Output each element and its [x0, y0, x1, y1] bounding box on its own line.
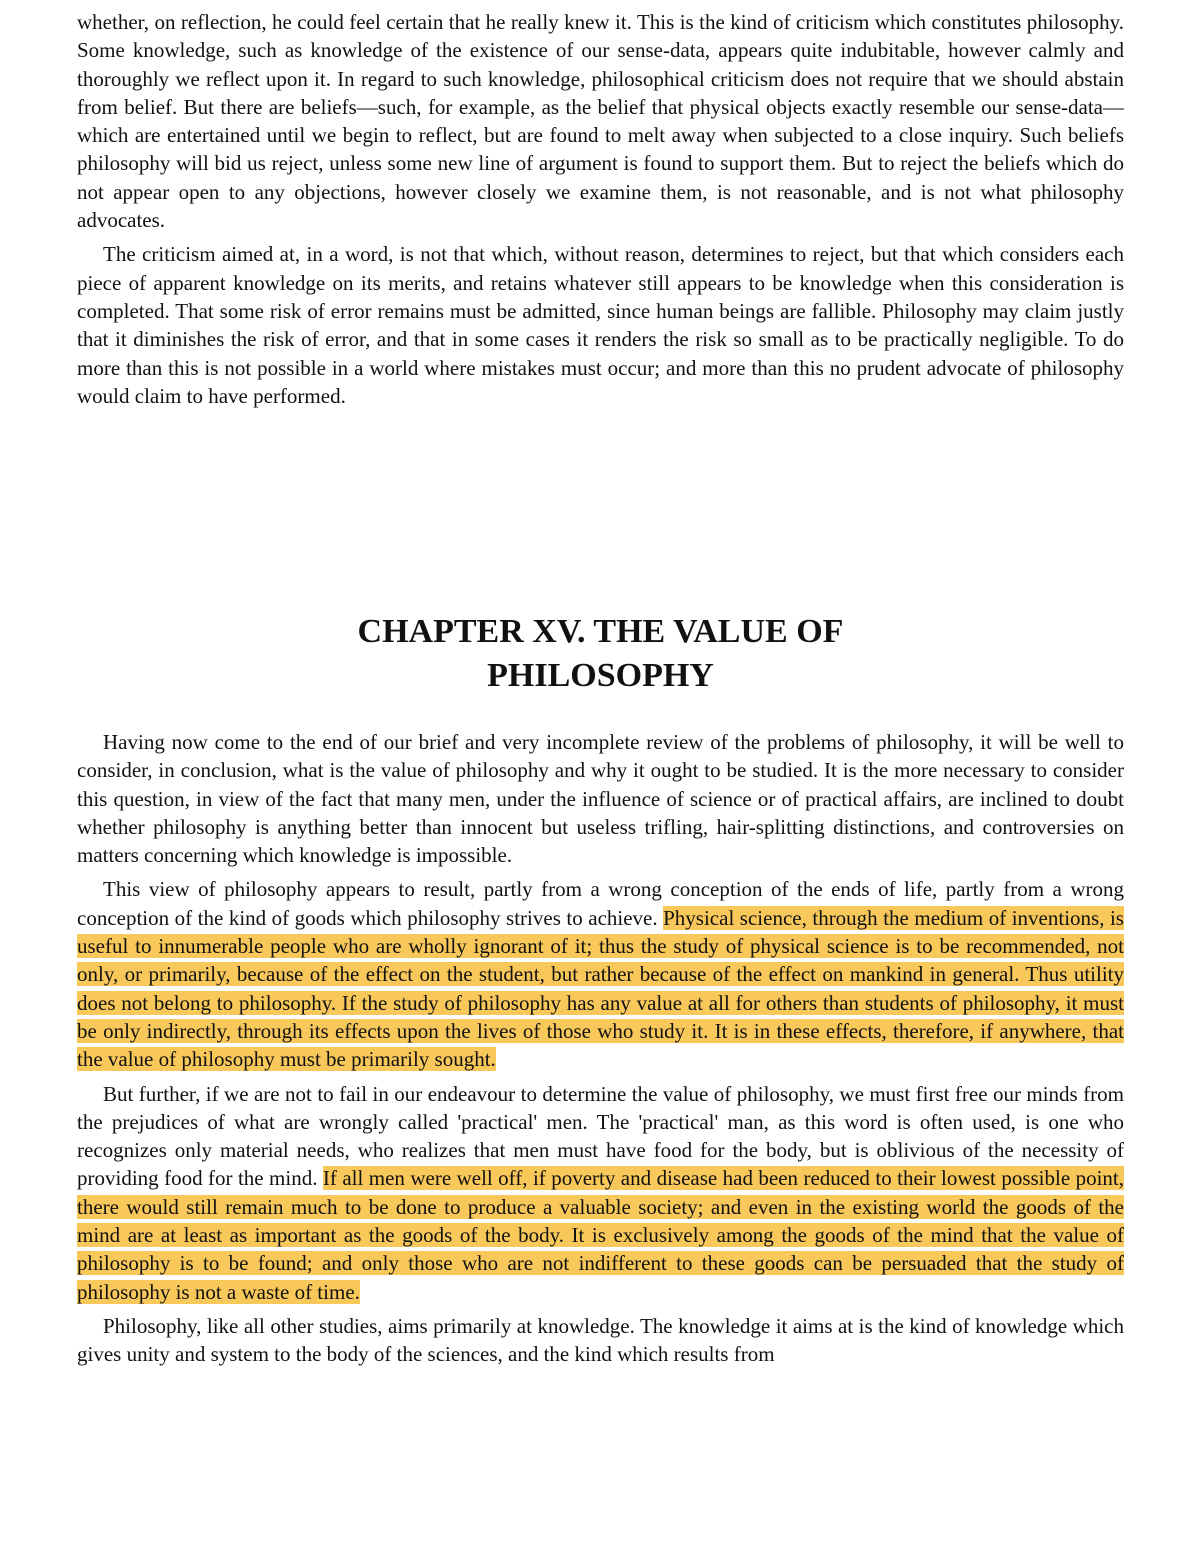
chapter-title-line-1: CHAPTER XV. THE VALUE OF [357, 613, 844, 650]
document-page [77, 8, 1125, 1367]
highlighted-passage-goods-of-mind[interactable]: If all men were well off, if poverty and disease had been reduced to their lowest possible point, there would still remain much to be done to produce a valuable society; and even in the existing world the goods of the mind are at least as important as the goods of the body. It is exclusively among the goods of the mind that the value of philosophy is to be found; and only those who are not indifferent to these goods can be persuaded that the study of philosophy is not a waste of time. [77, 1166, 1125, 1304]
paragraph-criticism-aimed: The criticism aimed at, in a word, is not that which, without reason, determines to reject, but that which considers each piece of apparent knowledge on its merits, and retains whatever still appears to be knowledge when this consideration is completed. That some risk of error remains must be admitted, since human beings are fallible. Philosophy may claim justly that it diminishes the risk of error, and that in some cases it renders the risk so small as to be practically negligible. To do more than this is not possible in a world where mistakes must occur; and more than this no prudent advocate of philosophy would claim to have performed. [77, 242, 1124, 408]
paragraph-aims-at-knowledge: Philosophy, like all other studies, aims primarily at knowledge. The knowledge it aims at is the kind of knowledge which gives unity and system to the body of the sciences, and the kind which results from [77, 1313, 1124, 1367]
paragraph-text: But further, if we are not to fail in our endeavour to determine the value of philosophy, we must first free our minds from the prejudices of what are wrongly called 'practical' men. The 'practical' man, as this word is often used, is one who recognizes only material needs, who realizes that men must have food for the body, but is oblivious of the necessity of providing food for the mind. [77, 1081, 1124, 1191]
paragraph-view-of-philosophy [77, 875, 1124, 1073]
highlighted-passage-physical-science[interactable]: Physical science, through the medium of inventions, is useful to innumerable people who are wholly ignorant of it; thus the study of physical science is to be recommended, not only, or primarily, because of the effect on the student, but rather because of the effect on mankind in general. Thus utility does not belong to philosophy. If the study of philosophy has any value at all for others than students of philosophy, it must be only indirectly, through its effects upon the lives of those who study it. It is in these effects, therefore, if anywhere, that the value of philosophy must be primarily sought. [77, 905, 1124, 1072]
chapter-body [77, 728, 1124, 1369]
paragraph-criticism-continued: whether, on reflection, he could feel certain that he really knew it. This is the kind of criticism which constitutes philosophy. Some knowledge, such as knowledge of the existence of our sense-data, appears quite indubitable, however calmly and thoroughly we reflect upon it. In regard to such knowledge, philosophical criticism does not require that we should abstain from belief. But there are beliefs—such, for example, as the belief that physical objects exactly resemble our sense-data—which are entertained until we begin to reflect, but are found to melt away when subjected to a close inquiry. Such beliefs philosophy will bid us reject, unless some new line of argument is found to support them. But to reject the beliefs which do not appear open to any objections, however closely we examine them, is not reasonable, and is not what philosophy advocates. [77, 10, 1124, 233]
chapter-title-line-2: PHILOSOPHY [487, 657, 714, 694]
chapter-title [77, 610, 1124, 698]
paragraph-practical-men [77, 1080, 1124, 1306]
paragraph-introduction: Having now come to the end of our brief and very incomplete review of the problems of philosophy, it will be well to consider, in conclusion, what is the value of philosophy and why it ought to be studied. It is the more necessary to consider this question, in view of the fact that many men, under the influence of science or of practical affairs, are inclined to doubt whether philosophy is anything better than innocent but useless trifling, hair-splitting distinctions, and controversies on matters concerning which knowledge is impossible. [77, 730, 1124, 868]
paragraph-text: This view of philosophy appears to result, partly from a wrong conception of the ends of life, partly from a wrong conception of the kind of goods which philosophy strives to achieve. [77, 877, 1124, 930]
